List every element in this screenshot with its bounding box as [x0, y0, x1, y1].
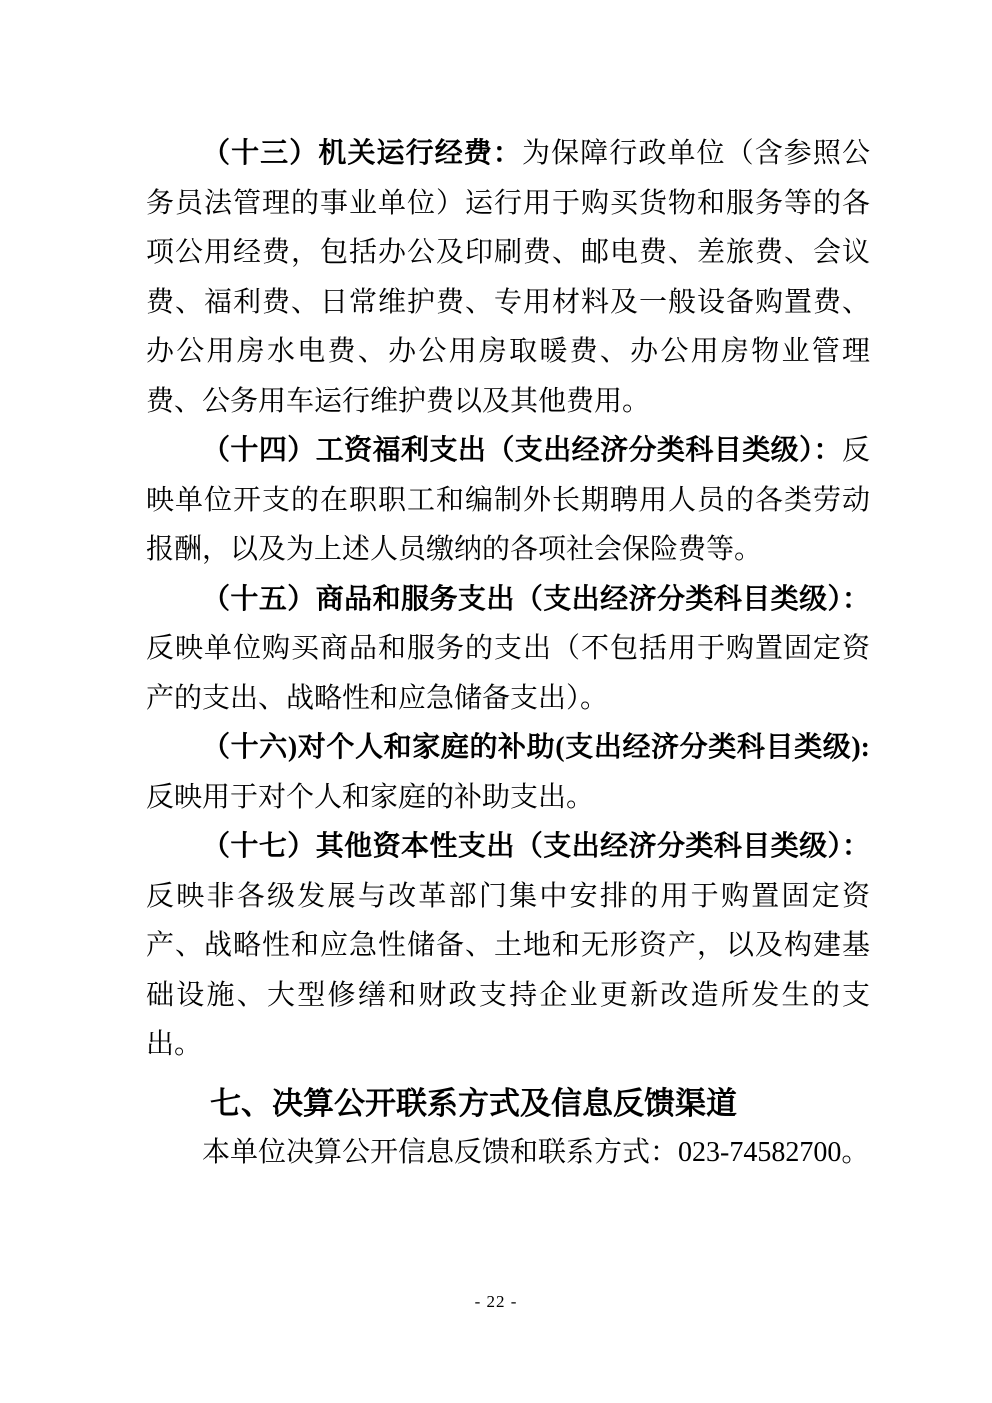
paragraph-14-body: 反映单位开支的在职职工和编制外长期聘用人员的各类劳动报酬，以及为上述人员缴纳的各项社会保险费等。	[146, 435, 870, 565]
contact-paragraph: 本单位决算公开信息反馈和联系方式：023-74582700。	[202, 1136, 870, 1168]
paragraph-item-14	[146, 426, 870, 575]
paragraph-item-15	[146, 575, 870, 724]
paragraph-13-body: 为保障行政单位（含参照公务员法管理的事业单位）运行用于购买货物和服务等的各项公用经费，包括办公及印刷费、邮电费、差旅费、会议费、福利费、日常维护费、专用材料及一般设备购置费、办公用房水电费、办公用房取暖费、办公用房物业管理费、公务用车运行维护费以及其他费用。	[146, 138, 870, 417]
paragraph-14-lead: （十四）工资福利支出（支出经济分类科目类级）：	[202, 435, 842, 466]
paragraph-17-body: 反映非各级发展与改革部门集中安排的用于购置固定资产、战略性和应急性储备、土地和无形资产，以及构建基础设施、大型修缮和财政支持企业更新改造所发生的支出。	[146, 880, 870, 1060]
paragraph-item-16	[146, 723, 870, 822]
paragraph-15-lead: （十五）商品和服务支出（支出经济分类科目类级）：	[202, 583, 870, 615]
paragraph-17-lead: （十七）其他资本性支出（支出经济分类科目类级）：	[202, 831, 870, 862]
document-content	[146, 129, 870, 1177]
paragraph-15-body: 反映单位购买商品和服务的支出（不包括用于购置固定资产的支出、战略性和应急储备支出）。	[146, 633, 870, 714]
paragraph-item-17	[146, 822, 870, 1070]
paragraph-13-lead: （十三）机关运行经费：	[202, 138, 522, 169]
section-heading: 七、决算公开联系方式及信息反馈渠道	[210, 1085, 737, 1121]
page-number: - 22 -	[474, 1292, 518, 1311]
paragraph-16-body: 反映用于对个人和家庭的补助支出。	[146, 781, 595, 813]
paragraph-item-13	[146, 129, 870, 426]
paragraph-16-lead: （十六)对个人和家庭的补助(支出经济分类科目类级):	[202, 732, 870, 763]
